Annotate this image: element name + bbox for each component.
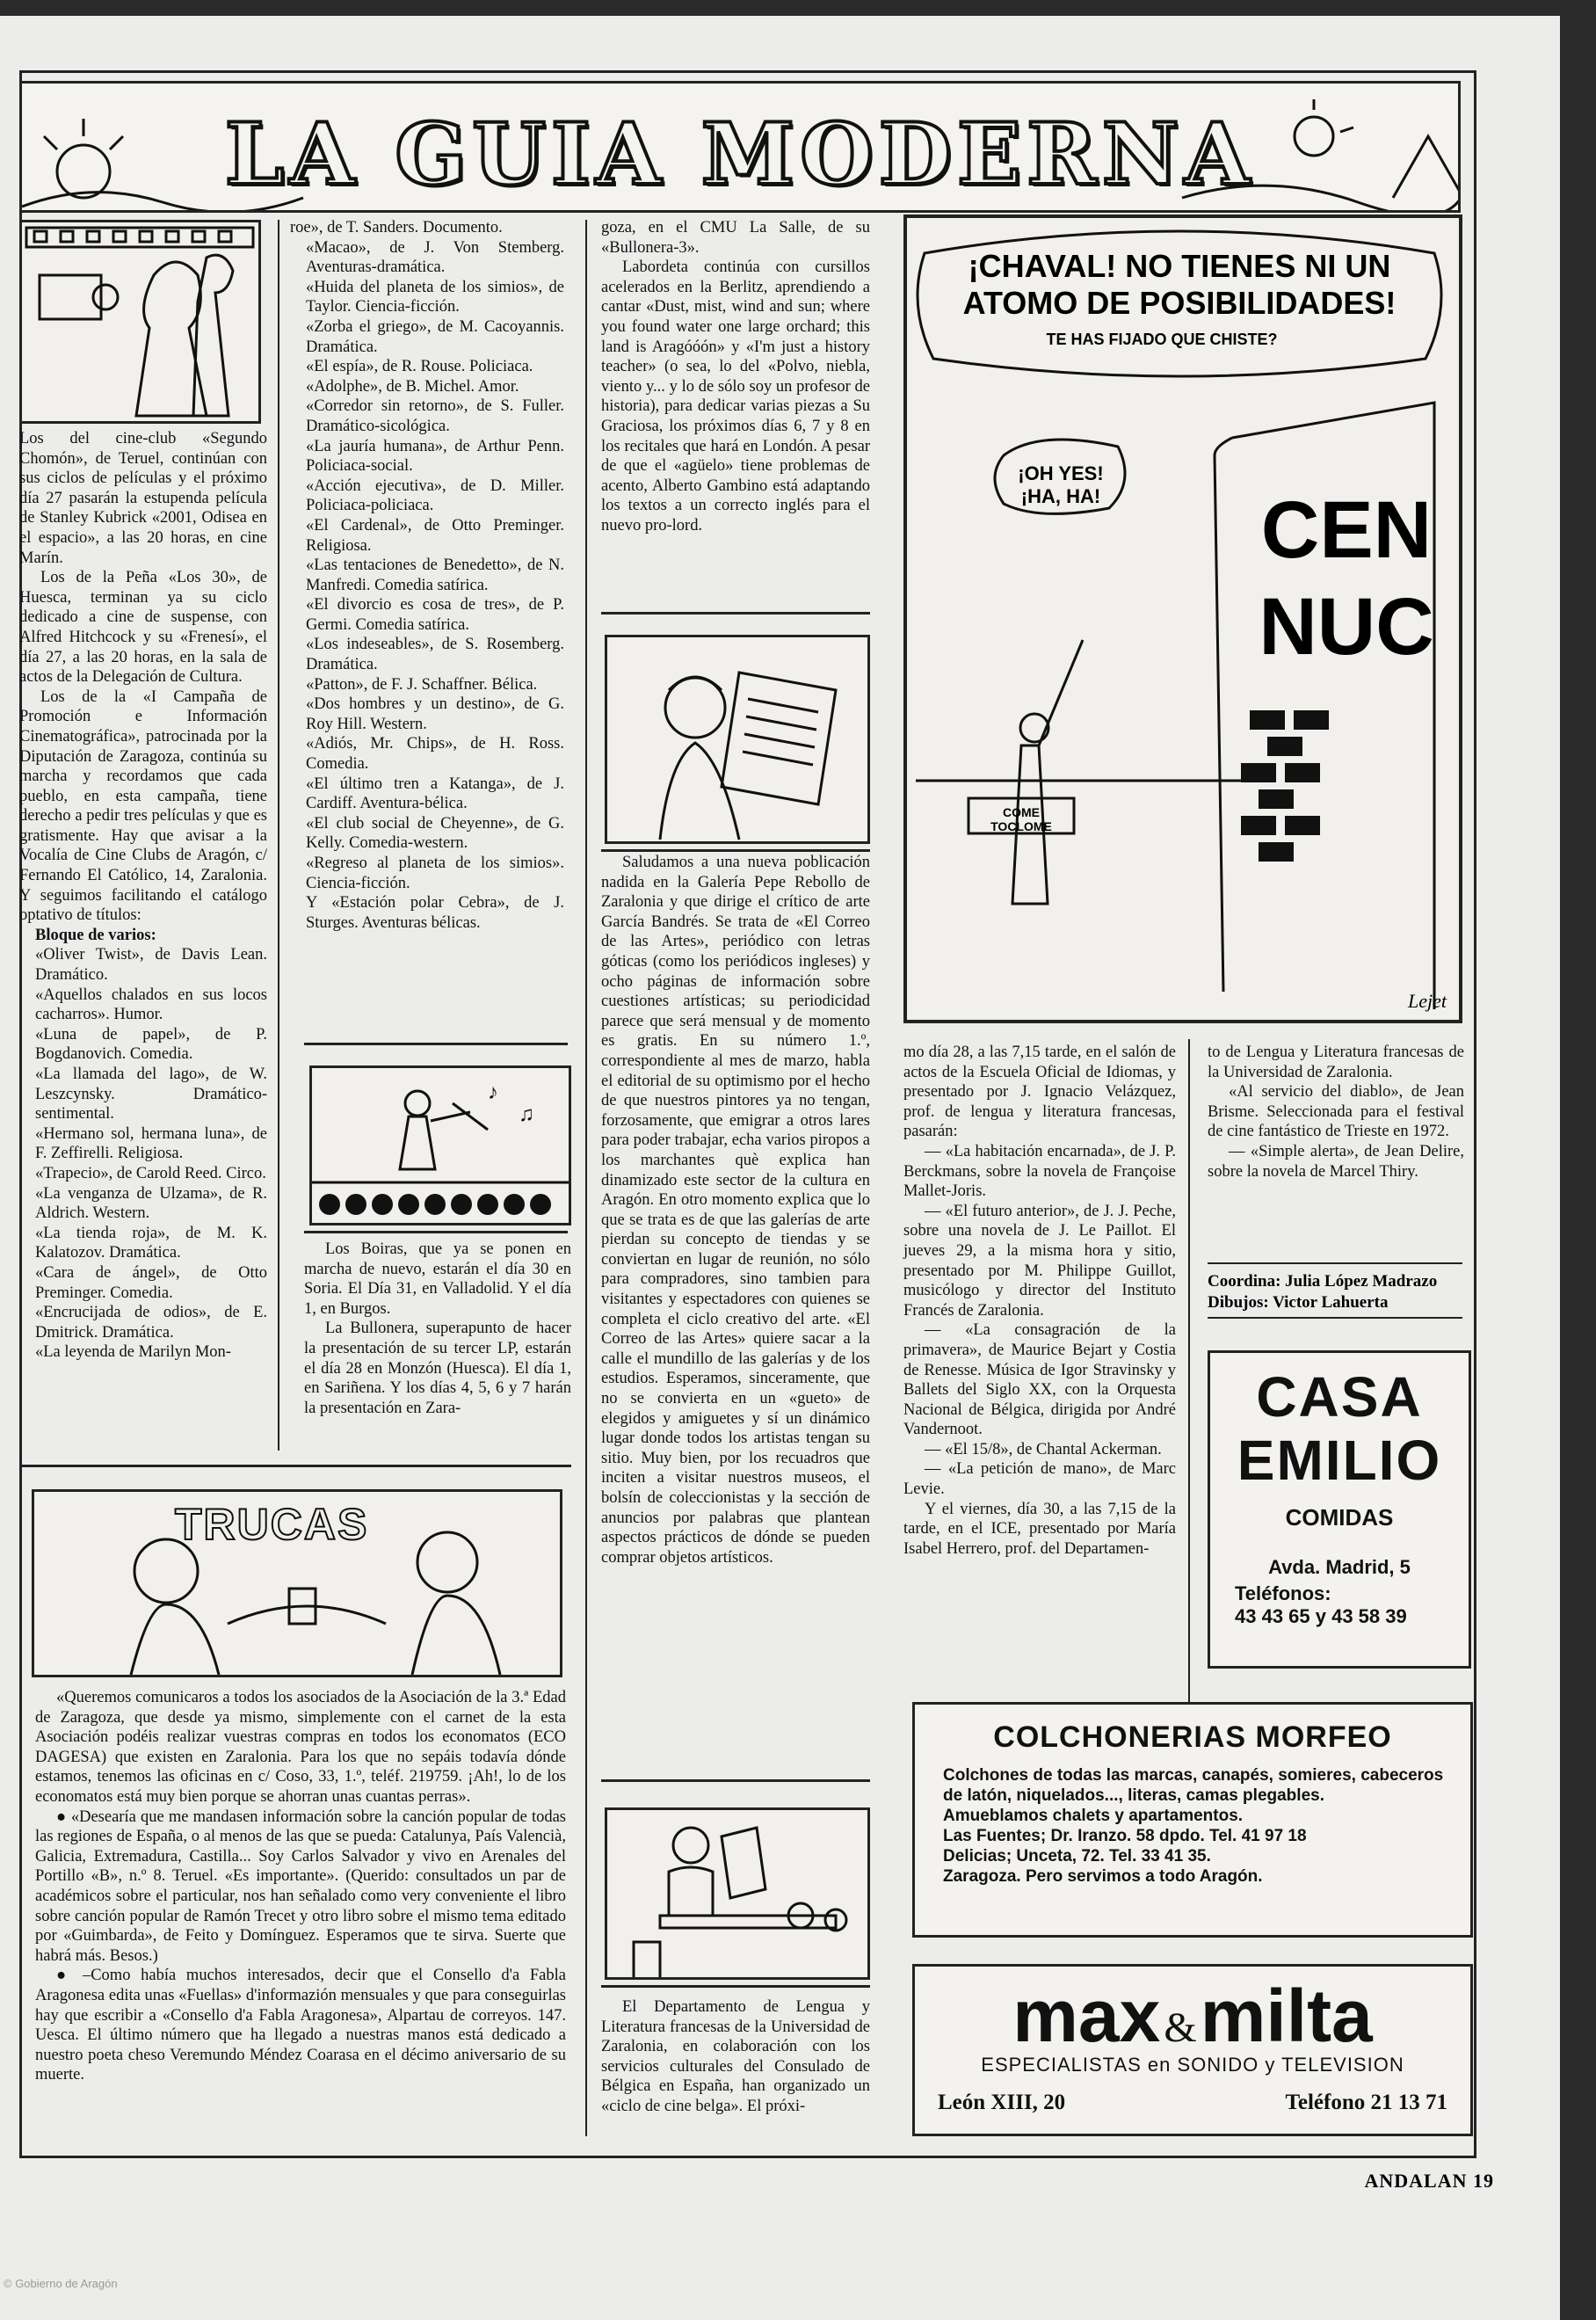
list-item: «Adolphe», de B. Michel. Amor. — [306, 377, 519, 396]
article-text: Los del cine-club «Segundo Chomón», de Teruel, continúan con sus ciclos de películas y el próximo día 27 pasarán la estupenda película de Stanley Kubrick «2001, Odisea en el espacio», a las 20 horas, en cine Marín. — [19, 430, 267, 567]
list-item: «La jauría humana», de Arthur Penn. Policiaca-social. — [306, 437, 564, 476]
article-text: «Al servicio del diablo», de Jean Brisme. Seleccionada para el festival de cine fantástico de Trieste en 1972. — [1208, 1083, 1464, 1141]
ad-address: Avda. Madrid, 5 — [1268, 1556, 1411, 1578]
list-item: «Regreso al planeta de los simios». Ciencia-ficción. — [306, 855, 564, 892]
article-text: — «Simple alerta», de Jean Delire, sobre la novela de Marcel Thiry. — [1208, 1142, 1464, 1181]
list-item: «El Cardenal», de Otto Preminger. Religiosa. — [306, 516, 564, 555]
article-text: — «El 15/8», de Chantal Ackerman. — [925, 1440, 1162, 1458]
section-rule — [601, 849, 870, 852]
ad-body — [915, 1755, 1470, 1887]
section-rule — [601, 1779, 870, 1782]
article-text: — «La petición de mano», de Marc Levie. — [903, 1460, 1176, 1499]
article-text: ● –Como había muchos interesados, decir que el Consello d'a Fabla Aragonesa edita unas «Fuellas» d'informazión mensuales y que para conseguirlas hay que escribir a «Consello d'a Fabla Aragonesa», Alpartau de correyos. 147. Uesca. El último número que ha llegado a nuestras manos está dedicado a nuestro poeta cheso Veremundo Méndez Coarasa en el décimo aniversario de su muerte. — [35, 1967, 566, 2084]
list-item: «Las tentaciones de Benedetto», de N. Manfredi. Comedia satírica. — [306, 556, 564, 594]
article-text: mo día 28, a las 7,15 tarde, en el salón de actos de la Escuela Oficial de Idiomas, y presentado por J. Ignacio Velázquez, prof. de lengua y literatura francesas, pasarán: — [903, 1044, 1176, 1141]
ad-line: Amueblamos chalets y apartamentos. — [943, 1807, 1244, 1825]
article-text: — «La habitación encarnada», de J. P. Berckmans, sobre la novela de Françoise Mallet-Joris. — [903, 1142, 1176, 1201]
brand-ampersand: & — [1164, 2004, 1197, 2051]
ad-subtitle: COMIDAS — [1285, 1504, 1394, 1531]
svg-text:♪: ♪ — [488, 1081, 498, 1104]
violinist-illustration — [309, 1065, 571, 1225]
trucas-title: TRUCAS — [175, 1500, 369, 1549]
column-divider — [1188, 1039, 1190, 1725]
list-item: «La llamada del lago», de W. Leszcynsky. Dramático-sentimental. — [35, 1065, 267, 1124]
list-item: «La leyenda de Marilyn Mon- — [35, 1343, 231, 1362]
cartoon-signature: Lejet — [1408, 990, 1447, 1012]
list-item: «El club social de Cheyenne», de G. Kelly. Comedia-western. — [306, 814, 564, 853]
colchonerias-morfeo-ad — [912, 1702, 1473, 1938]
list-item: «El último tren a Katanga», de J. Cardiff. Aventura-bélica. — [306, 775, 564, 813]
cinema-illustration — [19, 220, 261, 424]
list-item: «El espía», de R. Rouse. Policiaca. — [306, 358, 533, 376]
article-text: El Departamento de Lengua y Literatura francesas de la Universidad de Zaralonia, en colaboración con los servicios culturales del Consulado de Bélgica en España, han organizado un «ciclo de cine belga». El próxi- — [601, 1998, 870, 2115]
section-rule — [1208, 1262, 1462, 1264]
column-4-text — [903, 1043, 1176, 1559]
list-item: «Oliver Twist», de Davis Lean. Dramático. — [35, 946, 267, 985]
trucas-illustration — [32, 1489, 562, 1677]
trucas-text — [35, 1688, 566, 2085]
column-1-text — [19, 429, 267, 1363]
column-3-bottom-text — [601, 1997, 870, 2117]
credit-dibujos: Dibujos: Victor Lahuerta — [1208, 1293, 1389, 1312]
column-3-mid-text — [601, 853, 870, 1567]
list-item: «Dos hombres y un destino», de G. Roy Hill. Western. — [306, 695, 564, 733]
newspaper-readers-illustration — [605, 1807, 870, 1980]
section-rule — [304, 1231, 568, 1233]
section-rule — [601, 612, 870, 615]
article-text: Los de la Peña «Los 30», de Huesca, terminan ya su ciclo dedicado a cine de suspense, con Alfred Hitchcock y su «Frenesí», el día 27, a las 20 horas, en la sala de actos de la Delegación de Cultura. — [19, 569, 267, 687]
cartoon-box-label: COME TOCLOME — [990, 805, 1052, 833]
readers-drawing — [607, 1810, 867, 1977]
ad-line: Delicias; Unceta, 72. Tel. 33 41 35. — [943, 1847, 1211, 1865]
ad-brand — [915, 1974, 1470, 2059]
cartoon-speech-small: TE HAS FIJADO QUE CHISTE? — [1046, 331, 1278, 348]
list-item: «Los indeseables», de S. Rosemberg. Dramática. — [306, 636, 564, 674]
casa-emilio-ad — [1208, 1350, 1471, 1669]
list-item: «Trapecio», de Carold Reed. Circo. — [35, 1164, 266, 1182]
max-milta-ad — [912, 1964, 1473, 2136]
list-item: «La tienda roja», de M. K. Kalatozov. Dramática. — [35, 1224, 267, 1262]
cartoon-speech-bubble: ¡CHAVAL! NO TIENES NI UN ATOMO DE POSIBILIDADES! — [962, 248, 1396, 321]
article-text: goza, en el CMU La Salle, de su «Bullonera-3». — [601, 219, 870, 257]
list-item: «Acción ejecutiva», de D. Miller. Policiaca-policiaca. — [306, 476, 564, 515]
section-rule — [1208, 1317, 1462, 1319]
article-text: — «La consagración de la primavera», de Maurice Bejart y Costia de Renesse. Música de Igor Stravinsky y Ballets del Siglo XX, con la Orquesta Nacional de Bélgica, dirigida por André Vandernoot. — [903, 1321, 1176, 1439]
list-item: «Macao», de J. Von Stemberg. Aventuras-dramática. — [306, 238, 564, 277]
ad-address: León XIII, 20 — [938, 2091, 1066, 2114]
section-rule — [19, 1465, 571, 1467]
article-text: to de Lengua y Literatura francesas de la Universidad de Zaralonia. — [1208, 1044, 1464, 1081]
ad-phone-label: Teléfonos: — [1235, 1582, 1331, 1604]
list-item: «Adiós, Mr. Chips», de H. Ross. Comedia. — [306, 735, 564, 774]
list-item: «Corredor sin retorno», de S. Fuller. Dramático-sicológica. — [306, 397, 564, 435]
list-item: «Zorba el griego», de M. Cacoyannis. Dramática. — [306, 317, 564, 356]
article-text: ● «Desearía que me mandasen información sobre la canción popular de todas las regiones de España, o al menos de las que se pueda: Catalunya, País Valencià, Galicia, Extremadura, Castilla... Soy Carlos Salvador y vivo en Arenales del Portillo «B», n.º 8. Teruel. «Es importante». (Querido: consultados un par de académicos sobre el particular, nos han señalado como very conveniente el libro sobre canción popular de Ramón Trecet y otro libro sobre el mismo tema editado por «Guimbarda», de Feito y Domínguez. Esperamos que te sirva. Suerte que habrá más. Besos.) — [35, 1807, 566, 1965]
list-item: «Luna de papel», de P. Bogdanovich. Comedia. — [35, 1025, 267, 1064]
list-item: roe», de T. Sanders. Documento. — [290, 219, 503, 236]
ad-name-line-1: CASA — [1256, 1365, 1423, 1429]
ad-tagline: ESPECIALISTAS en SONIDO y TELEVISION — [981, 2054, 1404, 2076]
article-text: — «El futuro anterior», de J. J. Peche, sobre una novela de J. Le Paillot. El jueves 29, a la misma hora y sitio, presentado por M. Philippe Guillot, musicólogo y director del Instituto Francés de Zaralonia. — [903, 1202, 1176, 1320]
list-heading: Bloque de varios: — [35, 926, 156, 944]
brand-milta: milta — [1200, 1975, 1373, 2057]
masthead-title: LA GUIA MODERNA — [224, 105, 1256, 204]
ad-line: Zaragoza. Pero servimos a todo Aragón. — [943, 1867, 1263, 1886]
list-item: «Encrucijada de odios», de E. Dmitrick. Dramática. — [35, 1304, 267, 1342]
list-item: «Cara de ángel», de Otto Preminger. Comedia. — [35, 1263, 267, 1302]
man-reading-paper-drawing — [607, 637, 867, 841]
article-text: Y el viernes, día 30, a las 7,15 de la tarde, en el ICE, presentado por María Isabel Herrero, prof. del Departamen- — [903, 1500, 1176, 1558]
list-item: «Huida del planeta de los simios», de Taylor. Ciencia-ficción. — [306, 278, 564, 316]
article-text: La Bullonera, superapunto de hacer la presentación de su tercer LP, estarán el día 28 en Monzón (Huesca). El día 1, en Sariñena. Y los días 4, 5, 6 y 7 harán la presentación en Zara- — [304, 1320, 571, 1417]
political-cartoon — [903, 215, 1462, 1023]
column-divider — [585, 220, 587, 2136]
column-3-top-text — [601, 218, 870, 536]
ad-title: COLCHONERIAS MORFEO — [993, 1720, 1392, 1754]
list-item: «Patton», de F. J. Schaffner. Bélica. — [306, 675, 538, 694]
ad-name-line-2: EMILIO — [1237, 1429, 1442, 1492]
ad-contact-row — [915, 2076, 1470, 2115]
column-5-text — [1208, 1043, 1464, 1182]
list-item: «La venganza de Ulzama», de R. Aldrich. Western. — [35, 1184, 267, 1223]
column-divider — [278, 220, 279, 1451]
list-item: «Hermano sol, hermana luna», de F. Zeffirelli. Religiosa. — [35, 1124, 267, 1163]
cartoon-wall-graffiti: CEN NUC — [1259, 485, 1434, 672]
column-2-text — [290, 218, 564, 933]
singer-illustration — [605, 635, 870, 844]
article-text: Saludamos a una nueva poblicación nadida en la Galería Pepe Rebollo de Zaralonia y que dirige el crítico de arte García Bandrés. Se trata de «El Correo de las Artes», periódico con letras góticas (como los periódicos ingleses) y ocho páginas de información sobre cuestiones artísticas; su periodicidad parece que será mensual y de momento es gratis. En su número 1.º, correspondiente al mes de marzo, habla el editorial de su optimismo por el hecho de que nuestros pintores ya no tengan, forzosamente, que emigrar a otros lares para poder trabajar, echa varios piropos a los marchantes què explica han dinamizado este sector de la cultura en Aragón. En otro momento explica que lo que se trata es de que las galerías de arte pierdan su concepto de tiendas y se conviertan en lugar de reunión, no sólo para compradores, sino tambien para visitantes y espectadores con quienes se completa el ciclo creativo del arte. «El Correo de las Artes» quiere sacar a la calle el mundillo de las galerías y de los estudios. Esperamos, sinceramente, que no se convierta en un «gueto» de elegidos y amiguetes y sí un dinámico lugar donde todos los artistas tengan su sitio. Muy bien, por los recuadros que inciten a visitar nuestros museos, el bolsín de coleccionistas y la sección de anuncios por palabras que plantean aspectos prácticos de dónde se pueden comprar objetos artísticos. — [601, 854, 870, 1567]
list-item: «El divorcio es cosa de tres», de P. Germi. Comedia satírica. — [306, 596, 564, 634]
watermark: © Gobierno de Aragón — [4, 2277, 118, 2290]
list-item: Y «Estación polar Cebra», de J. Sturges. Aventuras bélicas. — [306, 894, 564, 932]
article-text: Los Boiras, que ya se ponen en marcha de nuevo, estarán el día 30 en Soria. El Día 31, en Valladolid. Y el día 1, en Burgos. — [304, 1240, 571, 1318]
violinist-drawing — [312, 1068, 569, 1223]
film-reel-figure-drawing — [22, 222, 259, 421]
ad-phones: 43 43 65 y 43 58 39 — [1235, 1605, 1407, 1627]
section-rule — [304, 1043, 568, 1045]
ad-line: Las Fuentes; Dr. Iranzo. 58 dpdo. Tel. 41 97 18 — [943, 1827, 1307, 1845]
cartoon-speech-bubble-2: ¡OH YES! ¡HA, HA! — [1018, 462, 1104, 507]
brand-max: max — [1012, 1975, 1161, 2057]
masthead-banner — [19, 81, 1461, 213]
ad-line: Colchones de todas las marcas, canapés, somieres, cabeceros de latón, niquelados..., literas, camas plegables. — [943, 1766, 1444, 1805]
article-text: Los de la «I Campaña de Promoción e Información Cinematográfica», patrocinada por la Diputación de Zaragoza, continúa su marcha y recordamos que cada pueblo, en esta campaña, tiene derecho a pedir tres películas y que es gratismente. Hay que avisar a la Vocalía de Cine Clubs de Aragón, c/ Fernando El Católico, 14, Zaralonia. Y seguimos facilitando el catálogo optativo de títulos: — [19, 687, 267, 925]
article-text: «Queremos comunicaros a todos los asociados de la Asociación de la 3.ª Edad de Zaragoza, que desde ya mismo, simplemente con el carnet de la esta Asociación podéis realizar vuestras compras en todos los economatos (ECO DAGESA) que existen en Zaralonia. Para los que no sepáis todavía dónde estamos, tenemos las oficinas en c/ Coso, 33, 1.º, teléf. 219759. ¡Ah!, lo de los economatos está muy bien porque se ahorran unas cuantas perras». — [35, 1689, 566, 1806]
credit-coordina: Coordina: Julia López Madrazo — [1208, 1272, 1438, 1291]
credits — [1208, 1271, 1462, 1313]
article-text: Labordeta continúa con cursillos acelerados en la Berlitz, aprendiendo a cantar «Dust, mist, wind and sun; where you found water one large orchard; this land is Aragóóón» y «I'm just a history teacher» (o sea, lo del «Polvo, niebla, viento y... y lo de sólo soy un profesor de historia), para dedicar varias piezas a Su Graciosa, los próximos días 6, 7 y 8 en los recitales que hará en Londón. A pesar de que el «agüelo» tiene problemas de acento, Alberto Gambino está adaptando los textos a un correcto inglés para el nuevo pro-lord. — [601, 258, 870, 535]
page-footer: ANDALAN 19 — [1364, 2170, 1494, 2192]
list-item: «Aquellos chalados en sus locos cacharros». Humor. — [35, 985, 267, 1024]
column-2-bottom-text — [304, 1240, 571, 1418]
section-rule — [601, 1985, 870, 1988]
ad-phone: Teléfono 21 13 71 — [1285, 2091, 1447, 2114]
svg-text:♫: ♫ — [519, 1103, 534, 1126]
